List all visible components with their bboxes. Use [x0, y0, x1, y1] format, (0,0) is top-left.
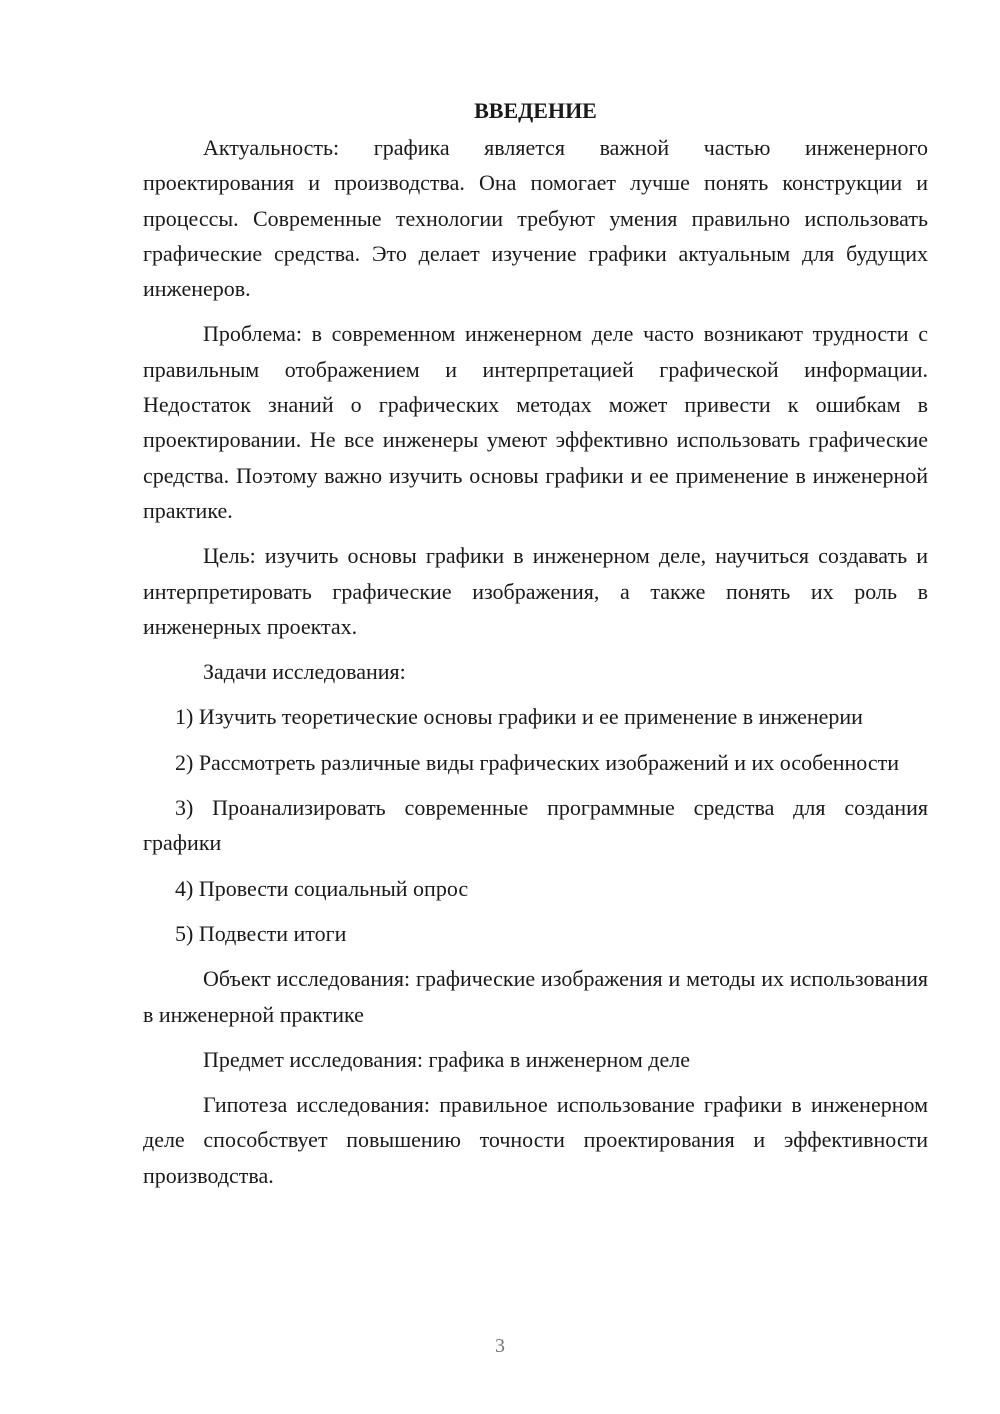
problem-paragraph: Проблема: в современном инженерном деле часто возникают трудности с правильным отображением и интерпретацией графической информации. Недостаток знаний о графических методах может привести к ошибкам в проектировании. Не все инженеры умеют эффективно использовать графические средства. Поэтому важно изучить основы графики и ее применение в инженерной практике. — [143, 321, 928, 523]
page-number: 3 — [495, 1335, 505, 1357]
object-paragraph: Объект исследования: графические изображения и методы их использования в инженерной практике — [143, 966, 928, 1027]
task-item-2: 2) Рассмотреть различные виды графических изображений и их особенности — [175, 749, 899, 775]
task-item-1: 1) Изучить теоретические основы графики и ее применение в инженерии — [175, 704, 863, 730]
task-item-4: 4) Провести социальный опрос — [175, 875, 469, 901]
task-item-5: 5) Подвести итоги — [175, 920, 347, 946]
subject-paragraph: Предмет исследования: графика в инженерном деле — [203, 1046, 691, 1072]
hypothesis-paragraph: Гипотеза исследования: правильное использование графики в инженерном деле способствует повышению точности проектирования и эффективности производства. — [143, 1092, 928, 1188]
document-page — [143, 93, 928, 1203]
goal-paragraph: Цель: изучить основы графики в инженерном деле, научиться создавать и интерпретировать графические изображения, а также понять их роль в инженерных проектах. — [143, 543, 928, 639]
page-title: ВВЕДЕНИЕ — [474, 98, 597, 123]
tasks-heading: Задачи исследования: — [203, 659, 406, 685]
relevance-paragraph: Актуальность: графика является важной частью инженерного проектирования и производства. Она помогает лучше понять конструкции и процессы. Современные технологии требуют умения правильно использовать графические средства. Это делает изучение графики актуальным для будущих инженеров. — [143, 135, 928, 302]
task-item-3: 3) Проанализировать современные программные средства для создания графики — [143, 795, 928, 856]
